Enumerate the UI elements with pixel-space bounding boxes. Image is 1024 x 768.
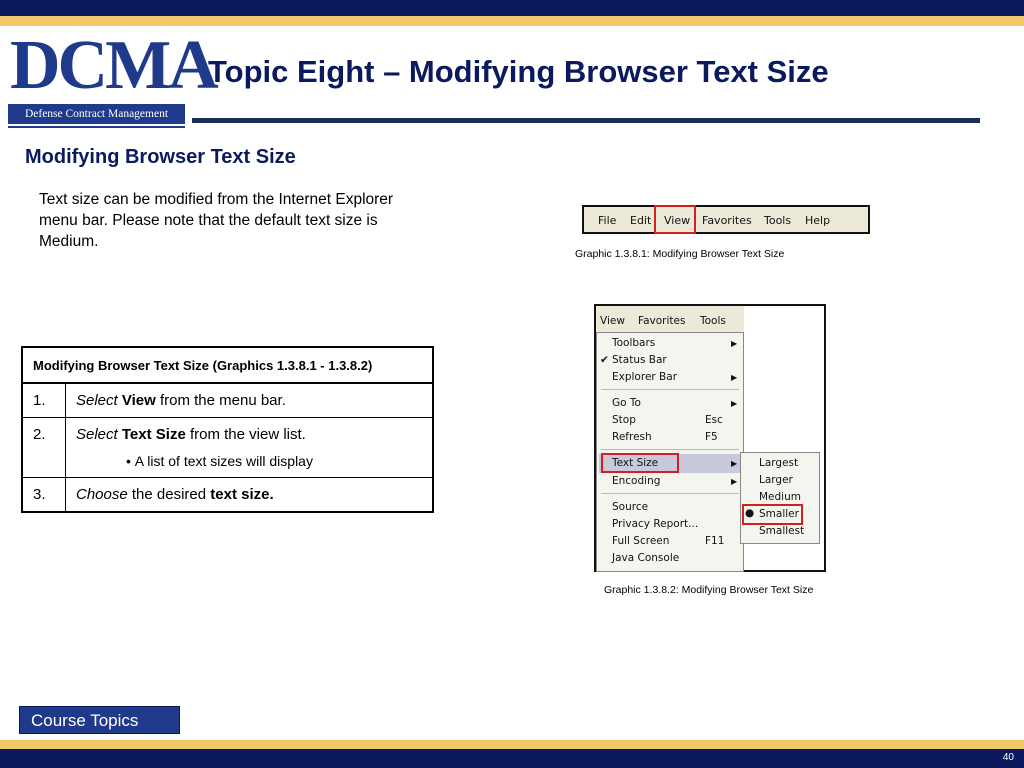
table-header-row — [22, 347, 433, 383]
step-number: 2. — [22, 418, 66, 478]
graphic-1-caption: Graphic 1.3.8.1: Modifying Browser Text Size — [575, 248, 785, 260]
menu-item-refresh[interactable]: Refresh — [612, 431, 652, 443]
step-keyword: text size. — [210, 486, 274, 503]
submenu-item-largest[interactable]: Largest — [759, 457, 799, 469]
step-rest: from the view list. — [185, 426, 306, 443]
text-size-highlight-box — [601, 453, 679, 473]
submenu-item-medium[interactable]: Medium — [759, 491, 801, 503]
menu-item-explorer-bar[interactable]: Explorer Bar — [612, 371, 678, 383]
step-verb: Select — [76, 426, 118, 443]
menu-item-full-screen[interactable]: Full Screen — [612, 535, 670, 547]
dcma-logo-subtitle: Defense Contract Management Agency — [8, 104, 185, 124]
submenu-item-smaller[interactable]: Smaller — [759, 508, 799, 520]
shortcut-f11: F11 — [705, 535, 725, 547]
top-band-gold — [0, 16, 1024, 26]
radio-dot-icon: ● — [745, 507, 755, 519]
menu-item-status-bar[interactable]: Status Bar — [612, 354, 667, 366]
step-bullet-text: A list of text sizes will display — [134, 453, 313, 469]
table-row — [22, 418, 433, 478]
submenu-arrow-icon: ▶ — [731, 399, 738, 408]
menu-item-privacy-report[interactable]: Privacy Report... — [612, 518, 699, 530]
table-row — [22, 478, 433, 513]
step-number: 3. — [22, 478, 66, 513]
step-keyword: Text Size — [121, 426, 186, 443]
menu-item-text-size[interactable]: Text Size — [612, 457, 659, 469]
step-rest: the desired — [127, 486, 211, 503]
step-verb: Choose — [76, 486, 128, 503]
steps-table — [21, 346, 434, 513]
step-bullet: • A list of text sizes will display — [126, 453, 313, 469]
menu-item-encoding[interactable]: Encoding — [612, 475, 661, 487]
smaller-highlight-box — [742, 504, 803, 525]
shortcut-esc: Esc — [705, 414, 723, 426]
submenu-arrow-icon: ▶ — [731, 373, 738, 382]
menu-view[interactable]: View — [600, 315, 625, 327]
step-text — [66, 418, 434, 478]
menu-item-toolbars[interactable]: Toolbars — [612, 337, 656, 349]
menu-item-java-console[interactable]: Java Console — [612, 552, 680, 564]
page-title: Topic Eight – Modifying Browser Text Size — [208, 54, 829, 89]
view-dropdown-menu — [596, 332, 744, 572]
menu-favorites[interactable]: Favorites — [638, 315, 686, 327]
step-verb: Select — [76, 392, 118, 409]
top-band-navy — [0, 0, 1024, 16]
submenu-arrow-icon: ▶ — [731, 477, 738, 486]
ie-menu-bar — [596, 306, 744, 332]
check-icon: ✔ — [600, 354, 609, 366]
menu-separator — [601, 449, 739, 450]
menu-item-stop[interactable]: Stop — [612, 414, 636, 426]
step-text — [66, 478, 434, 513]
submenu-arrow-icon: ▶ — [731, 459, 738, 468]
graphic-2-caption: Graphic 1.3.8.2: Modifying Browser Text Size — [604, 584, 814, 596]
title-divider — [192, 118, 980, 123]
submenu-item-smallest[interactable]: Smallest — [759, 525, 805, 537]
course-topics-button[interactable]: Course Topics — [19, 706, 180, 734]
menu-tools[interactable]: Tools — [700, 315, 726, 327]
menu-tools[interactable]: Tools — [764, 214, 792, 227]
table-header: Modifying Browser Text Size (Graphics 1.3.8.1 - 1.3.8.2) — [22, 347, 433, 383]
ie-menu-bar-graphic — [582, 205, 870, 234]
dcma-logo: DCMA — [10, 27, 216, 104]
menu-file[interactable]: File — [598, 214, 617, 227]
submenu-item-larger[interactable]: Larger — [759, 474, 793, 486]
intro-text: Text size can be modified from the Internet Explorer menu bar. Please note that the default text size is Medium. — [39, 191, 394, 250]
menu-edit[interactable]: Edit — [630, 214, 652, 227]
menu-item-source[interactable]: Source — [612, 501, 649, 513]
table-row — [22, 383, 433, 418]
step-text — [66, 383, 434, 418]
menu-separator — [601, 389, 739, 390]
submenu-arrow-icon: ▶ — [731, 339, 738, 348]
bottom-band-gold — [0, 740, 1024, 749]
page-number: 40 — [1002, 752, 1014, 763]
bottom-band-navy — [0, 749, 1024, 768]
section-heading: Modifying Browser Text Size — [25, 146, 296, 168]
menu-help[interactable]: Help — [805, 214, 831, 227]
logo-underline — [8, 126, 185, 128]
step-rest: from the menu bar. — [155, 392, 286, 409]
step-number: 1. — [22, 383, 66, 418]
menu-separator — [601, 493, 739, 494]
view-highlight-box — [654, 205, 696, 234]
text-size-submenu — [740, 452, 820, 544]
shortcut-f5: F5 — [705, 431, 718, 443]
view-menu-graphic — [594, 304, 826, 572]
menu-view[interactable]: View — [664, 214, 691, 227]
step-keyword: View — [121, 392, 156, 409]
menu-item-go-to[interactable]: Go To — [612, 397, 641, 409]
menu-favorites[interactable]: Favorites — [702, 214, 752, 227]
